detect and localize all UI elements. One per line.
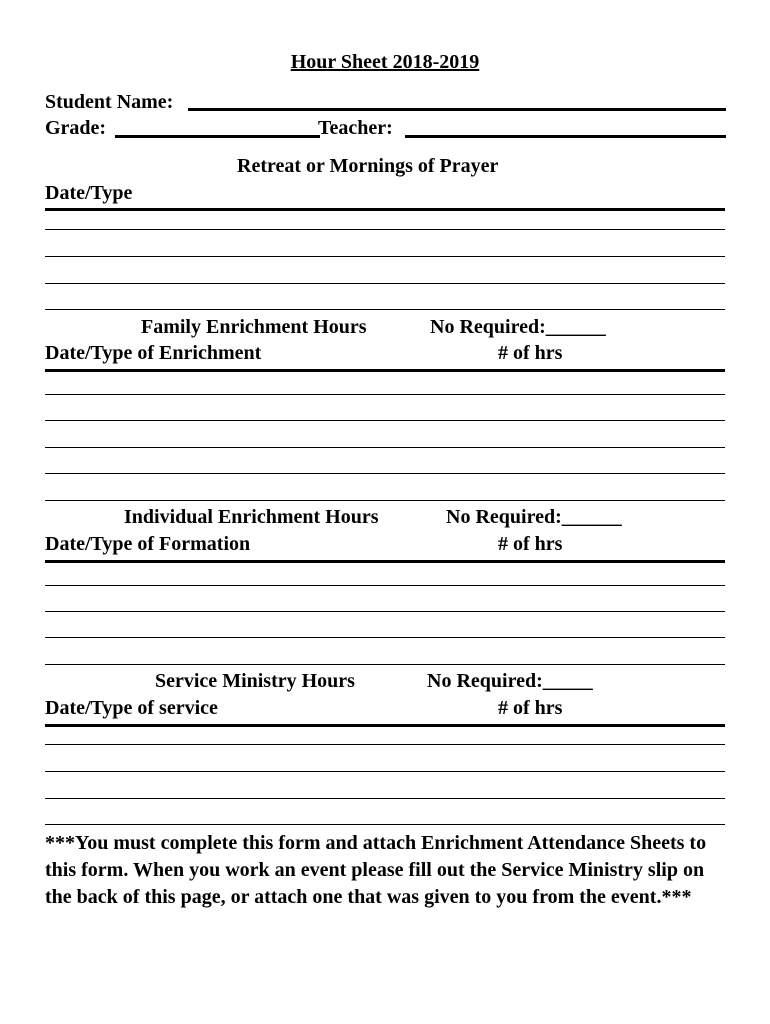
individual-enrichment-header-rule (45, 560, 725, 563)
individual-enrichment-required: No Required:______ (446, 506, 622, 528)
service-ministry-entry-line[interactable] (45, 824, 725, 825)
service-ministry-header-rule (45, 724, 725, 727)
retreat-entry-line[interactable] (45, 229, 725, 230)
family-enrichment-entry-line[interactable] (45, 394, 725, 395)
page-title: Hour Sheet 2018-2019 (290, 51, 480, 73)
service-ministry-entry-line[interactable] (45, 744, 725, 745)
retreat-heading: Retreat or Mornings of Prayer (237, 155, 499, 177)
family-enrichment-entry-line[interactable] (45, 473, 725, 474)
individual-enrichment-date-type-label: Date/Type of Formation (45, 533, 251, 555)
individual-enrichment-entry-line[interactable] (45, 664, 725, 665)
retreat-entry-line[interactable] (45, 309, 725, 310)
individual-enrichment-hrs-label: # of hrs (498, 533, 563, 555)
family-enrichment-heading: Family Enrichment Hours (141, 316, 367, 338)
family-enrichment-entry-line[interactable] (45, 447, 725, 448)
service-ministry-required: No Required:_____ (427, 670, 593, 692)
service-ministry-entry-line[interactable] (45, 798, 725, 799)
individual-enrichment-entry-line[interactable] (45, 611, 725, 612)
family-enrichment-date-type-label: Date/Type of Enrichment (45, 342, 262, 364)
service-ministry-hrs-label: # of hrs (498, 697, 563, 719)
individual-enrichment-heading: Individual Enrichment Hours (124, 506, 379, 528)
retreat-date-type-label: Date/Type (45, 182, 133, 204)
service-ministry-heading: Service Ministry Hours (155, 670, 355, 692)
individual-enrichment-entry-line[interactable] (45, 585, 725, 586)
teacher-label: Teacher: (318, 117, 393, 139)
student-name-field[interactable] (188, 108, 726, 111)
teacher-field[interactable] (405, 135, 726, 138)
student-name-label: Student Name: (45, 91, 174, 113)
instructions-note: ***You must complete this form and attach Enrichment Attendance Sheets to this form. When you work an event please fill out the Service Ministry slip on the back of this page, or attach one that was given to you from the event.*** (45, 832, 707, 908)
family-enrichment-header-rule (45, 369, 725, 372)
family-enrichment-hrs-label: # of hrs (498, 342, 563, 364)
family-enrichment-entry-line[interactable] (45, 420, 725, 421)
service-ministry-date-type-label: Date/Type of service (45, 697, 218, 719)
retreat-entry-line[interactable] (45, 283, 725, 284)
retreat-entry-line[interactable] (45, 256, 725, 257)
family-enrichment-required: No Required:______ (430, 316, 606, 338)
individual-enrichment-entry-line[interactable] (45, 637, 725, 638)
grade-label: Grade: (45, 117, 107, 139)
grade-field[interactable] (115, 135, 320, 138)
service-ministry-entry-line[interactable] (45, 771, 725, 772)
retreat-header-rule (45, 208, 725, 211)
family-enrichment-entry-line[interactable] (45, 500, 725, 501)
